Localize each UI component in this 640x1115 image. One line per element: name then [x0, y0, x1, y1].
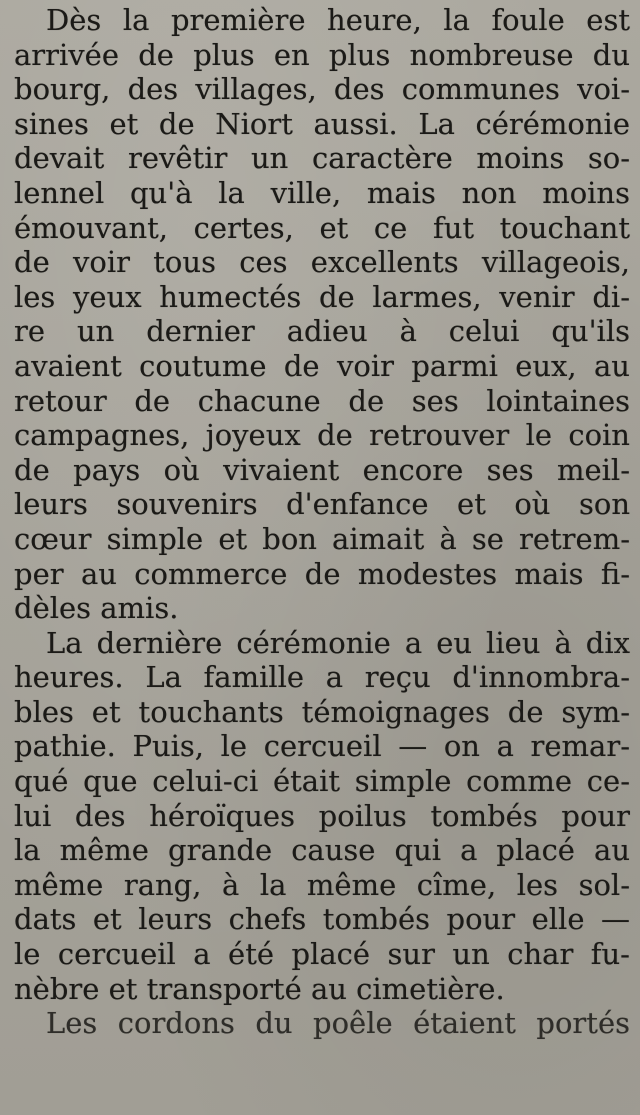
text-line: même rang, à la même cîme, les sol- [14, 867, 630, 902]
text-line: lui des héroïques poilus tombés pour [14, 798, 630, 833]
text-line: qué que celui-ci était simple comme ce- [14, 764, 630, 799]
text-line: de voir tous ces excellents villageois, [14, 245, 630, 280]
text-line: cœur simple et bon aimait à se retrem- [14, 521, 630, 556]
text-line: pathie. Puis, le cercueil — on a remar- [14, 729, 630, 764]
text-line: per au commerce de modestes mais fi- [14, 556, 630, 591]
text-line: de pays où vivaient encore ses meil- [14, 452, 630, 487]
text-line: lennel qu'à la ville, mais non moins [14, 175, 630, 210]
text-line: bles et touchants témoignages de sym- [14, 694, 630, 729]
text-line: arrivée de plus en plus nombreuse du [14, 37, 630, 72]
text-line: sines et de Niort aussi. La cérémonie [14, 106, 630, 141]
text-line: dèles amis. [14, 591, 179, 626]
paragraph-3 [14, 1006, 630, 1041]
text-line: devait revêtir un caractère moins so- [14, 141, 630, 176]
text-line: re un dernier adieu à celui qu'ils [14, 314, 630, 349]
text-line: la même grande cause qui a placé au [14, 833, 630, 868]
text-line: Les cordons du poêle étaient portés [46, 1006, 630, 1041]
article-column [14, 3, 630, 1041]
text-line: le cercueil a été placé sur un char fu- [14, 937, 630, 972]
text-line: campagnes, joyeux de retrouver le coin [14, 418, 630, 453]
text-line: dats et leurs chefs tombés pour elle — [14, 902, 630, 937]
text-line: heures. La famille a reçu d'innombra- [14, 660, 630, 695]
text-line: nèbre et transporté au cimetière. [14, 971, 505, 1006]
text-line: La dernière cérémonie a eu lieu à dix [46, 625, 630, 660]
text-line: avaient coutume de voir parmi eux, au [14, 348, 630, 383]
text-line: bourg, des villages, des communes voi- [14, 72, 630, 107]
paragraph-2 [14, 626, 630, 1007]
text-line: émouvant, certes, et ce fut touchant [14, 210, 630, 245]
text-line: retour de chacune de ses lointaines [14, 383, 630, 418]
text-line: les yeux humectés de larmes, venir di- [14, 279, 630, 314]
text-line: Dès la première heure, la foule est [46, 3, 630, 37]
text-line: leurs souvenirs d'enfance et où son [14, 487, 630, 522]
paragraph-1 [14, 3, 630, 626]
